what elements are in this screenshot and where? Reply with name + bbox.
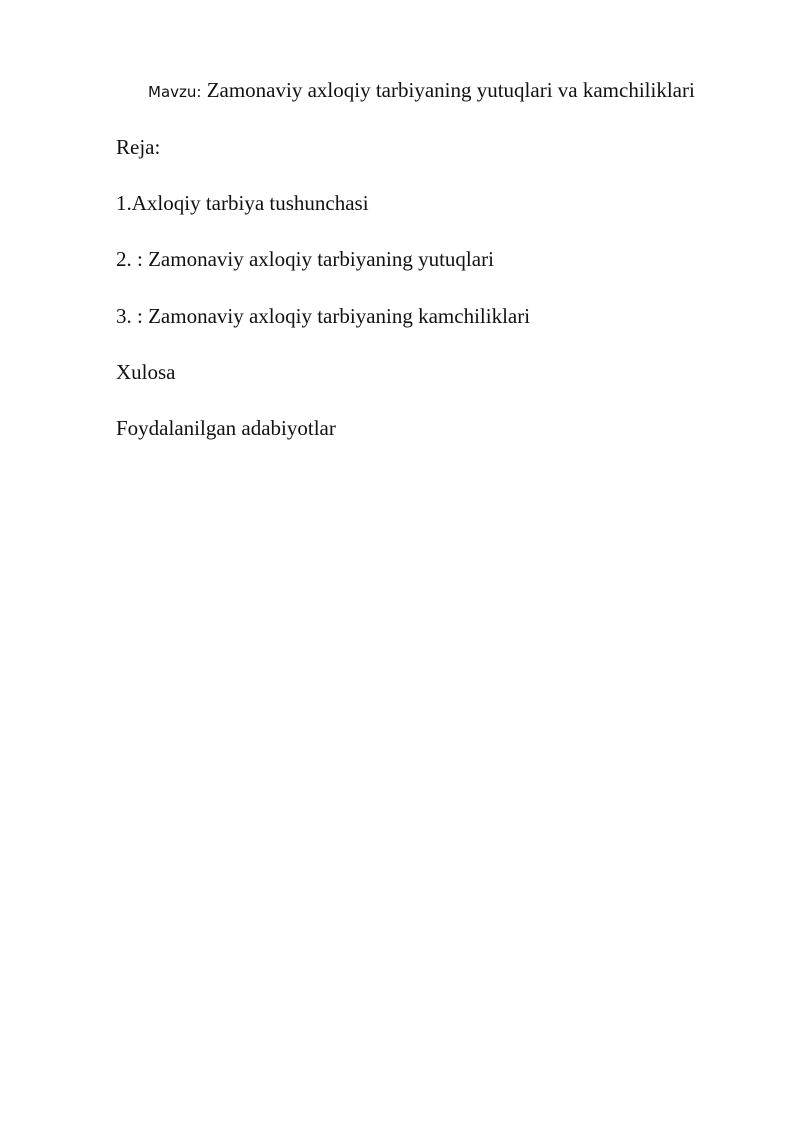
plan-heading: Reja: xyxy=(116,135,161,159)
topic-title: Zamonaviy axloqiy tarbiyaning yutuqlari va kamchiliklari xyxy=(206,78,695,102)
plan-item-3: 3. : Zamonaviy axloqiy tarbiyaning kamchiliklari xyxy=(116,304,531,328)
topic-label: Mavzu: xyxy=(148,83,202,101)
plan-item-1: 1.Axloqiy tarbiya tushunchasi xyxy=(116,191,369,215)
plan-item-2: 2. : Zamonaviy axloqiy tarbiyaning yutuqlari xyxy=(116,247,494,271)
conclusion-line: Xulosa xyxy=(116,360,176,384)
references-line: Foydalanilgan adabiyotlar xyxy=(116,416,336,440)
topic-line xyxy=(148,76,695,106)
